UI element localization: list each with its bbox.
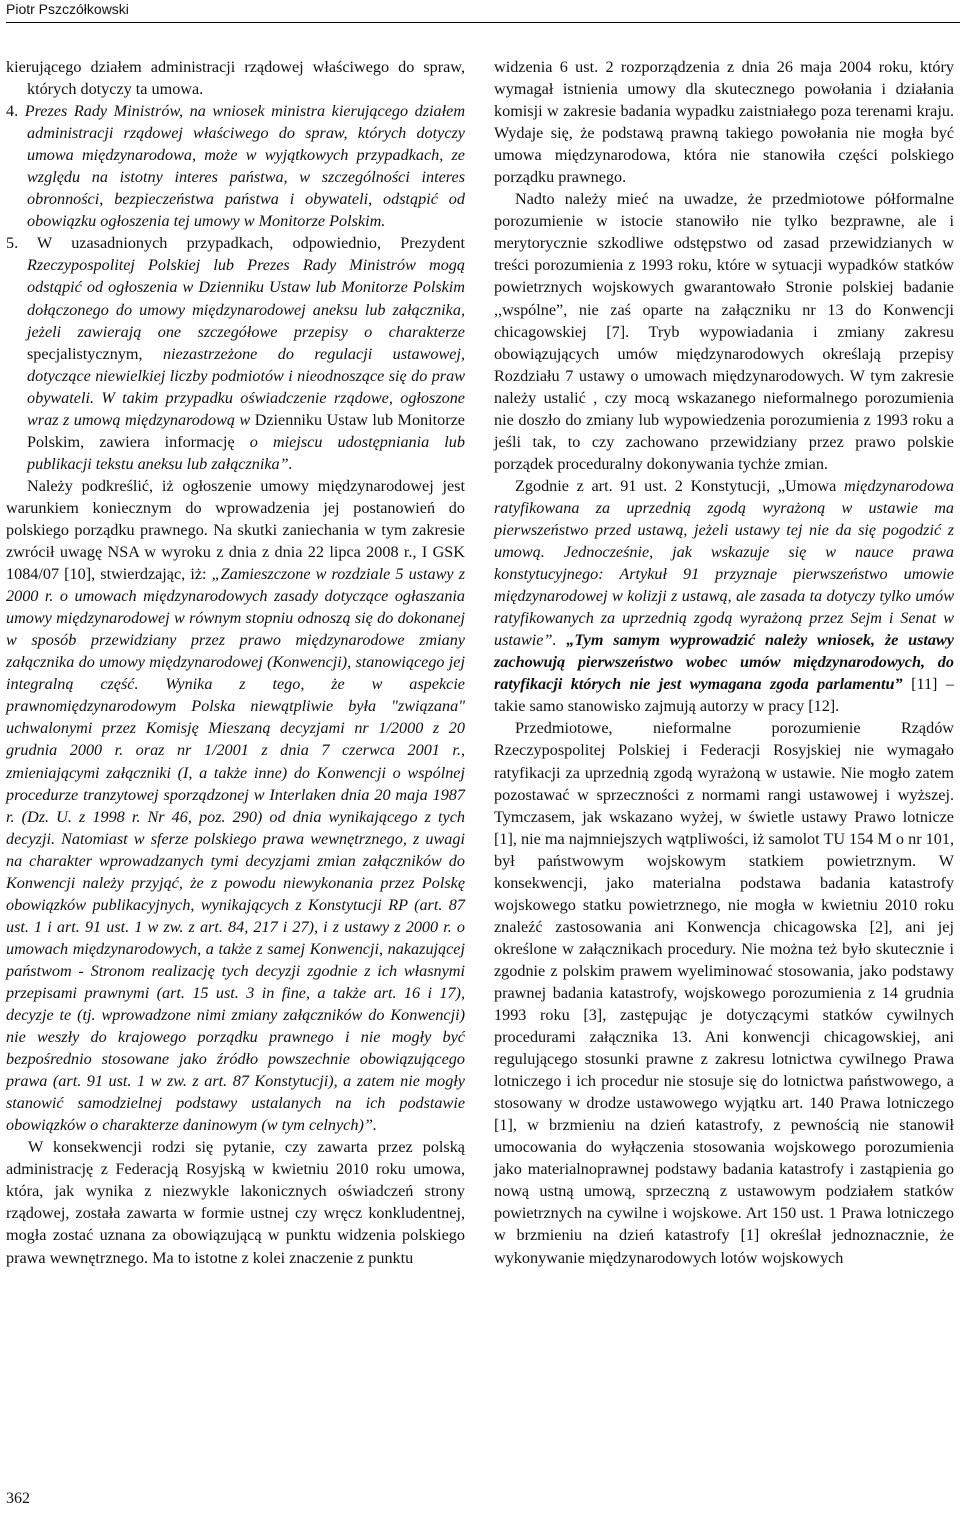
text-run: Prezes Rady Ministrów, na wniosek ministra kierującego działem administracji rządowej właściwego do spraw, których dotyczy umowa międzynarodowa, może w wyjątkowych przypadkach, ze względu na istotny interes państwa, w szczególności interes obronności, bezpieczeństwa państwa i obywateli, odstąpić od obowiązku ogłoszenia tej umowy w Monitorze Polskim. <box>24 102 466 231</box>
paragraph <box>6 56 465 100</box>
header-author: Piotr Pszczółkowski <box>6 1 129 17</box>
text-run: Przedmiotowe, nieformalne porozumienie Rządów Rzeczypospolitej Polskiej i Federacji Rosyjskiej nie wymagało ratyfikacji za uprzednią zgodą wyrażoną w ustawie. Nie mogło zatem pozostawać w sprzeczności z normami rangi ustawowej i wyższej. Tymczasem, jak wskazano wyżej, w świetle ustawy Prawo lotnicze [1], nie ma najmniejszych wątpliwości, iż samolot TU 154 M o nr 101, był państwowym wojskowym statkiem powietrznym. W konsekwencji, jako materialna podstawa badania katastrofy wojskowego statku powietrznego, nie mogła w kwietniu 2010 roku znaleźć zastosowania ani Konwencja chicagowska [2], ani jej określone w załącznikach procedury. Nie można też było skutecznie i zgodnie z polskim prawem wyeliminować stosowania, jako podstawy prawnej badania katastrofy, wojskowego porozumienia z 14 grudnia 1993 roku [3], zastępując je dotyczącymi statków cywilnych procedurami załącznika 13. Ani konwencji chicagowskiej, ani regulującego stosunki prawne z zakresu lotnictwa cywilnego Prawa lotniczego i ich procedur nie stosuje się do lotnictwa państwowego, a stosowany w drodze ustawowego wyjątku art. 140 Prawa lotniczego [1], w brzmieniu na dzień katastrofy, z pewnością nie stanowił umocowania do wyłączenia stosowania wojskowego porozumienia jako materialnoprawnej podstawy badania katastrofy i zastąpienia go nową ustną umową, sprzeczną z ustawowym podziałem statków powietrznych na cywilne i wojskowe. Art 150 ust. 1 Prawa lotniczego w brzmieniu na dzień katastrofy [1] określał jednoznacznie, że wykonywanie międzynarodowych lotów wojskowych <box>494 719 954 1267</box>
text-run: Należy podkreślić, iż ogłoszenie umowy międzynarodowej jest warunkiem koniecznym do wprowadzenia jej postanowień do polskiego porządku prawnego. Na skutki zaniechania w tym zakresie zwrócił uwagę NSA w wyroku z dnia z dnia 22 lipca 2008 r., I GSK 1084/07 [10], stwierdzając, iż: <box>6 476 465 584</box>
paragraph <box>6 232 465 475</box>
text-run: kierującego działem administracji rządowej właściwego do spraw, których dotyczy ta umowa. <box>6 58 465 99</box>
running-header <box>6 0 960 23</box>
text-run: Nadto należy mieć na uwadze, że przedmiotowe półformalne porozumienie w istocie stanowiło nie tylko bezprawne, ale i merytorycznie szkodliwe odstępstwo od zasad przewidzianych w treści porozumienia z 1993 roku, które w sytuacji wypadków statków powietrznych wojskowych gwarantowało Stronie polskiej badanie ,,wspólne”, nie zaś oparte na załączniku nr 13 do Konwencji chicagowskiej [7]. Tryb wypowiadania i zmiany zakresu obowiązujących umów międzynarodowych określają przepisy Rozdziału 7 ustawy o umowach międzynarodowych. W tym zakresie należy ustalić , czy mocą wskazanego nieformalnego porozumienia nie doszło do zmiany lub wypowiedzenia porozumienia z 1993 roku a jeśli tak, to czy zachowano przewidziany przez prawo polskie porządek proceduralny dokonywania tychże zmian. <box>494 190 954 473</box>
text-run: Dzienniku Ustaw lub Monitorze Polskim, zawiera informację <box>27 410 465 451</box>
page-number: 362 <box>6 1490 30 1507</box>
text-run: Rzeczypospolitej Polskiej lub Prezes Rady Ministrów mogą odstąpić od ogłoszenia w Dzienniku Ustaw lub Monitorze Polskim dołączonego do umowy międzynarodowej aneksu lub załącznika, jeżeli zawierają one szczegółowe przepisy o charakterze <box>27 256 465 341</box>
text-run: W konsekwencji rodzi się pytanie, czy zawarta przez polską administrację z Federacją Rosyjską w kwietniu 2010 roku umowa, która, jak wynika z niezwykle lakonicznych oświadczeń strony rządowej, została zawarta w formie ustnej czy wręcz konkludentnej, mogła zostać uznana za obowiązującą w punktu widzenia polskiego prawa wewnętrznego. Ma to istotne z kolei znaczenie z punktu <box>6 1138 465 1267</box>
right-column <box>494 56 954 1269</box>
text-run: 4. <box>6 102 25 121</box>
text-run: „Zamieszczone w rozdziale 5 ustawy z 2000 r. o umowach międzynarodowych zasady dotyczące ogłaszania umowy międzynarodowej w równym stopniu odnoszą się do dokonanej w sposób przewidziany przez prawo międzynarodowe zmiany załącznika do umowy międzynarodowej (Konwencji), stanowiącego jej integralną część. Wynika z tego, że w aspekcie prawnomiędzynarodowym Polska niewątpliwie była "związana" uchwalonymi przez Komisję Mieszaną decyzjami nr 1/2000 z 20 grudnia 2000 r. oraz nr 1/2001 z dnia 7 czerwca 2001 r., zmieniającymi załączniki (I, a także inne) do Konwencji o wspólnej procedurze tranzytowej sporządzonej w Interlaken dnia 20 maja 1987 r. (Dz. U. z 1998 r. Nr 46, poz. 290) od dnia wynikającego z tych decyzji. Natomiast w sferze polskiego prawa wewnętrznego, z uwagi na charakter wprowadzanych tymi decyzjami zmian załączników do Konwencji należy przyjąć, że z powodu niewykonania przez Polskę obowiązków publikacyjnych, wynikających z Konstytucji RP (art. 87 ust. 1 i art. 91 ust. 1 w zw. z art. 84, 217 i 27), i z ustawy z 2000 r. o umowach międzynarodowych, a także z samej Konwencji, nakazującej państwom - Stronom realizację tych decyzji zgodnie z ich własnymi przepisami prawnymi (art. 15 ust. 3 in fine, a także art. 16 i 17), decyzje te (tj. wprowadzone nimi zmiany załączników do Konwencji) nie weszły do krajowego porządku prawnego i nie mogły być bezpośrednio stosowane jako źródło powszechnie obowiązującego prawa (art. 91 ust. 1 w zw. z art. 87 Konstytucji), a zatem nie mogły stanowić samodzielnej podstawy ustalanych na ich podstawie obowiązków o charakterze daninowym (w tym celnych)”. <box>6 565 465 1135</box>
paragraph <box>494 188 954 475</box>
text-run: o miejscu udostępniania lub publikacji tekstu aneksu lub załącznika”. <box>27 432 465 473</box>
paragraph <box>6 475 465 1136</box>
paragraph <box>6 100 465 232</box>
text-run: 5. W uzasadnionych przypadkach, odpowiednio, Prezydent <box>6 234 465 253</box>
text-run: [11] – takie samo stanowisko zajmują autorzy w pracy [12]. <box>494 675 954 716</box>
text-run: „Tym samym wyprowadzić należy wniosek, że ustawy zachowują pierwszeństwo wobec umów międzynarodowych, do ratyfikacji których nie jest wymagana zgoda parlamentu” <box>494 631 954 694</box>
paragraph <box>494 56 954 188</box>
text-run: widzenia 6 ust. 2 rozporządzenia z dnia 26 maja 2004 roku, który wymagał istnienia umowy dla skutecznego powołania i działania komisji w zakresie badania wypadku zaistniałego poza terenami kraju. Wydaje się, że podstawą prawną takiego powołania nie mogła być umowa międzynarodowa, która nie stanowiła części polskiego porządku prawnego. <box>494 58 954 187</box>
text-run: Zgodnie z art. 91 ust. 2 Konstytucji, „Umowa <box>515 476 844 495</box>
text-run: niezastrzeżone do regulacji ustawowej, dotyczące niewielkiej liczby podmiotów i nieodnoszące się do praw obywateli. W takim przypadku oświadczenie rządowe, ogłoszone wraz z umową międzynarodową w <box>27 344 465 429</box>
left-column <box>6 56 465 1269</box>
text-run: specjalistycznym, <box>27 344 163 363</box>
text-run: międzynarodowa ratyfikowana za uprzednią zgodą wyrażoną w ustawie ma pierwszeństwo przed ustawą, jeżeli ustawy tej nie da się pogodzić z umową. Jednocześnie, jak wskazuje się w nauce prawa konstytucyjnego: Artykuł 91 przyznaje pierwszeństwo umowie międzynarodowej w kolizji z ustawą, ale zasada ta dotyczy tylko umów ratyfikowanych za uprzednią zgodą wyrażoną przez Sejm i Senat w ustawie”. <box>494 476 954 650</box>
paragraph <box>494 717 954 1268</box>
paragraph <box>6 1136 465 1268</box>
paragraph <box>494 475 954 718</box>
